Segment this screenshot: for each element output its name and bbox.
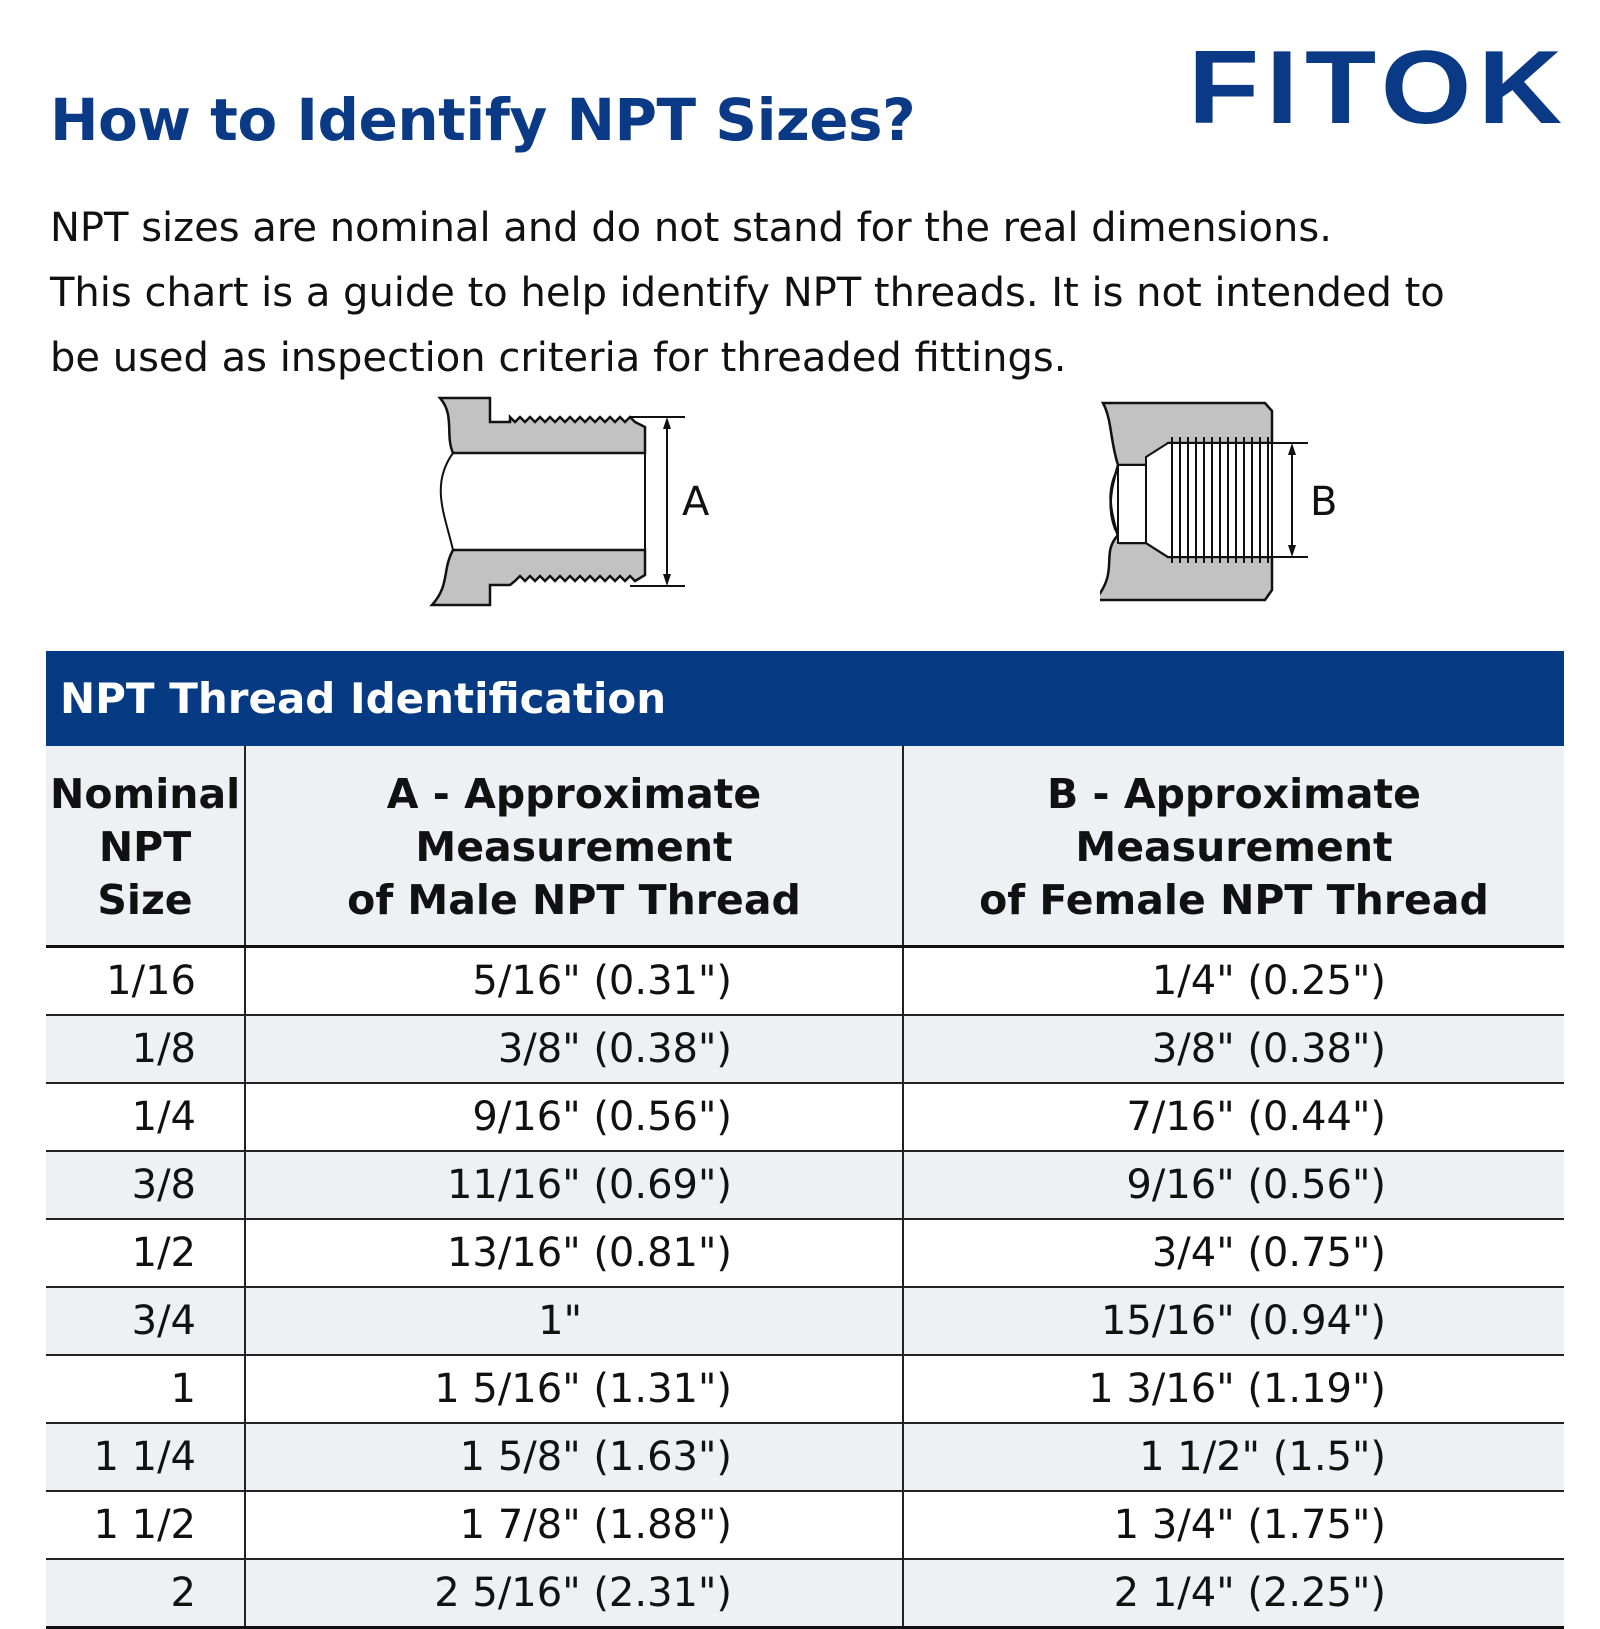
header-line: B - Approximate Measurement (1047, 770, 1421, 871)
cell-male: 3/8" (0.38") (245, 1015, 903, 1083)
header-line: NPT Size (97, 823, 193, 924)
dimension-arrow (1288, 443, 1296, 455)
dimension-label-b: B (1310, 479, 1338, 525)
table-row (46, 1083, 1564, 1151)
dimension-arrow (663, 417, 671, 429)
cell-female: 15/16" (0.94") (903, 1287, 1564, 1355)
cell-female: 3/8" (0.38") (903, 1015, 1564, 1083)
header-line: Nominal (50, 770, 241, 818)
header-male-measurement (245, 746, 903, 947)
cell-size: 1 (46, 1355, 245, 1423)
header-line: of Male NPT Thread (347, 876, 801, 924)
intro-line: This chart is a guide to help identify NPT threads. It is not intended to (50, 270, 1445, 316)
table-row (46, 1559, 1564, 1628)
male-thread-diagram (420, 395, 730, 625)
cell-male: 1 5/16" (1.31") (245, 1355, 903, 1423)
npt-table (46, 651, 1564, 1629)
table-row (46, 1219, 1564, 1287)
page-title: How to Identify NPT Sizes? (50, 86, 916, 154)
cell-size: 3/4 (46, 1287, 245, 1355)
intro-line: NPT sizes are nominal and do not stand for the real dimensions. (50, 205, 1332, 251)
cell-size: 1/2 (46, 1219, 245, 1287)
table-row (46, 1151, 1564, 1219)
cell-size: 1 1/2 (46, 1491, 245, 1559)
table-row (46, 1423, 1564, 1491)
female-thread-diagram (1100, 395, 1360, 625)
cell-male: 1" (245, 1287, 903, 1355)
female-thread-cavity (1146, 443, 1272, 557)
cell-female: 2 1/4" (2.25") (903, 1559, 1564, 1628)
header-nominal-size (46, 746, 245, 947)
header-line: of Female NPT Thread (979, 876, 1489, 924)
fitok-logo: FITOK (1188, 30, 1569, 146)
npt-size-table (46, 746, 1564, 1629)
table-row (46, 1355, 1564, 1423)
dimension-arrow (1288, 545, 1296, 557)
dimension-arrow (663, 574, 671, 586)
cell-size: 1/4 (46, 1083, 245, 1151)
male-bore-edge (441, 453, 453, 550)
table-header-row (46, 746, 1564, 947)
table-row (46, 1287, 1564, 1355)
cell-size: 1 1/4 (46, 1423, 245, 1491)
table-row (46, 1491, 1564, 1559)
cell-female: 3/4" (0.75") (903, 1219, 1564, 1287)
table-title: NPT Thread Identification (46, 651, 1564, 746)
cell-male: 1 7/8" (1.88") (245, 1491, 903, 1559)
dimension-label-a: A (682, 479, 710, 525)
cell-male: 1 5/8" (1.63") (245, 1423, 903, 1491)
cell-female: 1 1/2" (1.5") (903, 1423, 1564, 1491)
male-upper-wall (440, 398, 645, 453)
cell-male: 2 5/16" (2.31") (245, 1559, 903, 1628)
table-row (46, 1015, 1564, 1083)
table-row (46, 947, 1564, 1016)
cell-male: 13/16" (0.81") (245, 1219, 903, 1287)
header-line: A - Approximate Measurement (386, 770, 762, 871)
cell-male: 5/16" (0.31") (245, 947, 903, 1016)
cell-size: 1/16 (46, 947, 245, 1016)
header-female-measurement (903, 746, 1564, 947)
cell-female: 1/4" (0.25") (903, 947, 1564, 1016)
cell-size: 1/8 (46, 1015, 245, 1083)
cell-size: 2 (46, 1559, 245, 1628)
male-lower-wall (432, 550, 645, 605)
intro-text (50, 196, 1550, 391)
cell-size: 3/8 (46, 1151, 245, 1219)
cell-male: 11/16" (0.69") (245, 1151, 903, 1219)
cell-female: 1 3/16" (1.19") (903, 1355, 1564, 1423)
cell-female: 1 3/4" (1.75") (903, 1491, 1564, 1559)
cell-female: 7/16" (0.44") (903, 1083, 1564, 1151)
intro-line: be used as inspection criteria for threaded fittings. (50, 335, 1067, 381)
cell-female: 9/16" (0.56") (903, 1151, 1564, 1219)
female-bore (1118, 465, 1146, 543)
cell-male: 9/16" (0.56") (245, 1083, 903, 1151)
